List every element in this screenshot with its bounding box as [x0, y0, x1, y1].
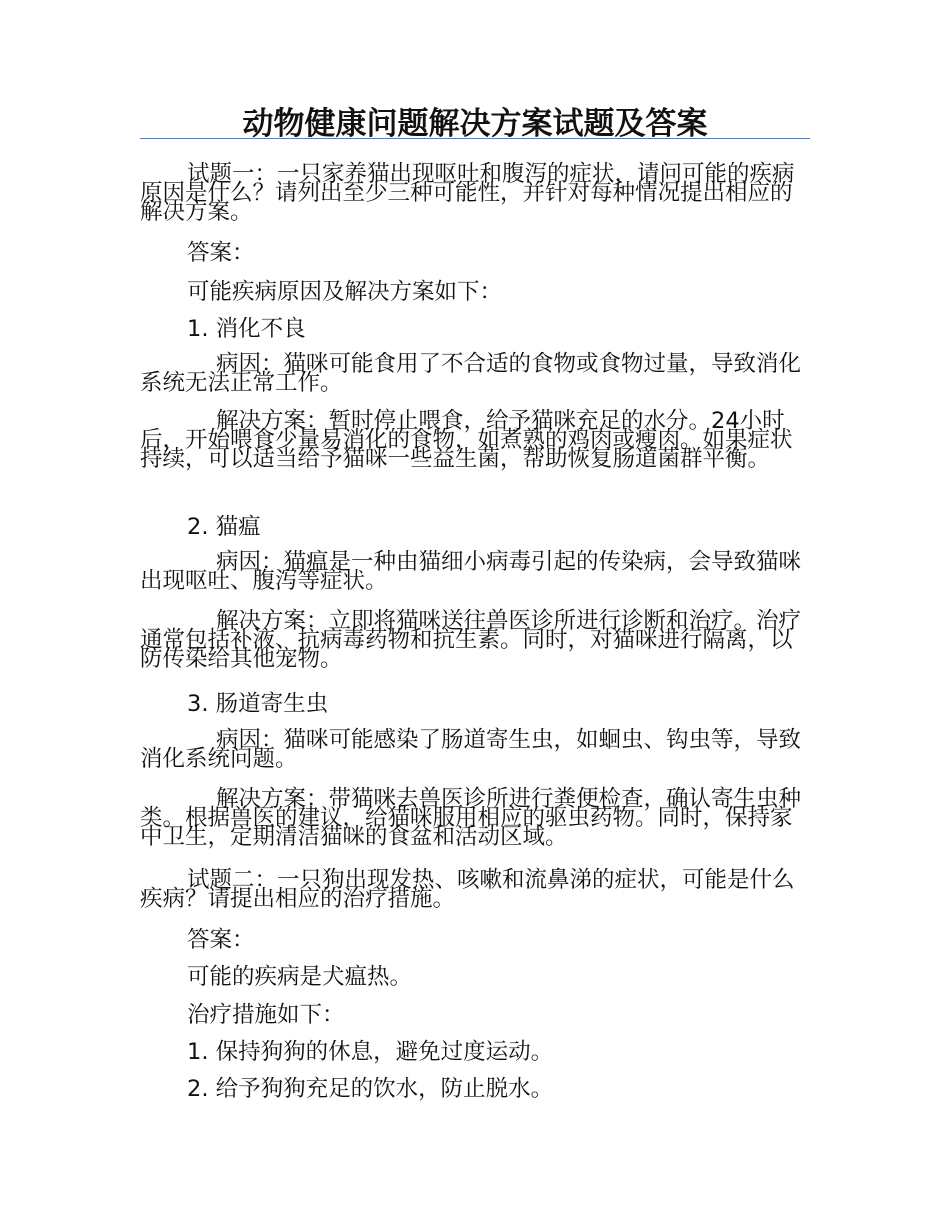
- item-cause-2: 病因：猫瘟是一种由猫细小病毒引起的传染病，会导致猫咪出现呕吐、腹泻等症状。: [140, 549, 802, 594]
- answer-intro: 可能疾病原因及解决方案如下：: [187, 279, 503, 305]
- measure-item-2: 2. 给予狗狗充足的饮水，防止脱水。: [187, 1076, 554, 1102]
- question-2: 试题二：一只狗出现发热、咳嗽和流鼻涕的症状，可能是什么疾病？请提出相应的治疗措施。: [140, 867, 795, 912]
- measure-item-1: 1. 保持狗狗的休息，避免过度运动。: [187, 1039, 554, 1065]
- title-underline: [140, 138, 810, 139]
- item-heading-1: 1. 消化不良: [187, 316, 306, 342]
- answer-label-1: 答案：: [187, 240, 255, 266]
- measures-label: 治疗措施如下：: [187, 1002, 345, 1028]
- document-title: 动物健康问题解决方案试题及答案: [242, 106, 708, 142]
- question-1: 试题一：一只家养猫出现呕吐和腹泻的症状，请问可能的疾病原因是什么？请列出至少三种可能性，并针对每种情况提出相应的解决方案。: [140, 161, 795, 225]
- item-cause-1: 病因：猫咪可能食用了不合适的食物或食物过量，导致消化系统无法正常工作。: [140, 351, 802, 396]
- item-solution-1: 解决方案：暂时停止喂食，给予猫咪充足的水分。24小时后，开始喂食少量易消化的食物，如煮熟的鸡肉或瘦肉。如果症状持续，可以适当给予猫咪一些益生菌，帮助恢复肠道菌群平衡。: [140, 408, 793, 472]
- item-cause-3: 病因：猫咪可能感染了肠道寄生虫，如蛔虫、钩虫等，导致消化系统问题。: [140, 727, 802, 772]
- item-heading-3: 3. 肠道寄生虫: [187, 691, 329, 717]
- item-solution-2: 解决方案：立即将猫咪送往兽医诊所进行诊断和治疗。治疗通常包括补液、抗病毒药物和抗生素。同时，对猫咪进行隔离，以防传染给其他宠物。: [140, 608, 802, 672]
- answer-label-2: 答案：: [187, 927, 255, 953]
- item-solution-3: 解决方案：带猫咪去兽医诊所进行粪便检查，确认寄生虫种类。根据兽医的建议，给猫咪服用相应的驱虫药物。同时，保持家中卫生，定期清洁猫咪的食盆和活动区域。: [140, 786, 802, 850]
- item-heading-2: 2. 猫瘟: [187, 514, 261, 540]
- diagnosis: 可能的疾病是犬瘟热。: [187, 964, 413, 990]
